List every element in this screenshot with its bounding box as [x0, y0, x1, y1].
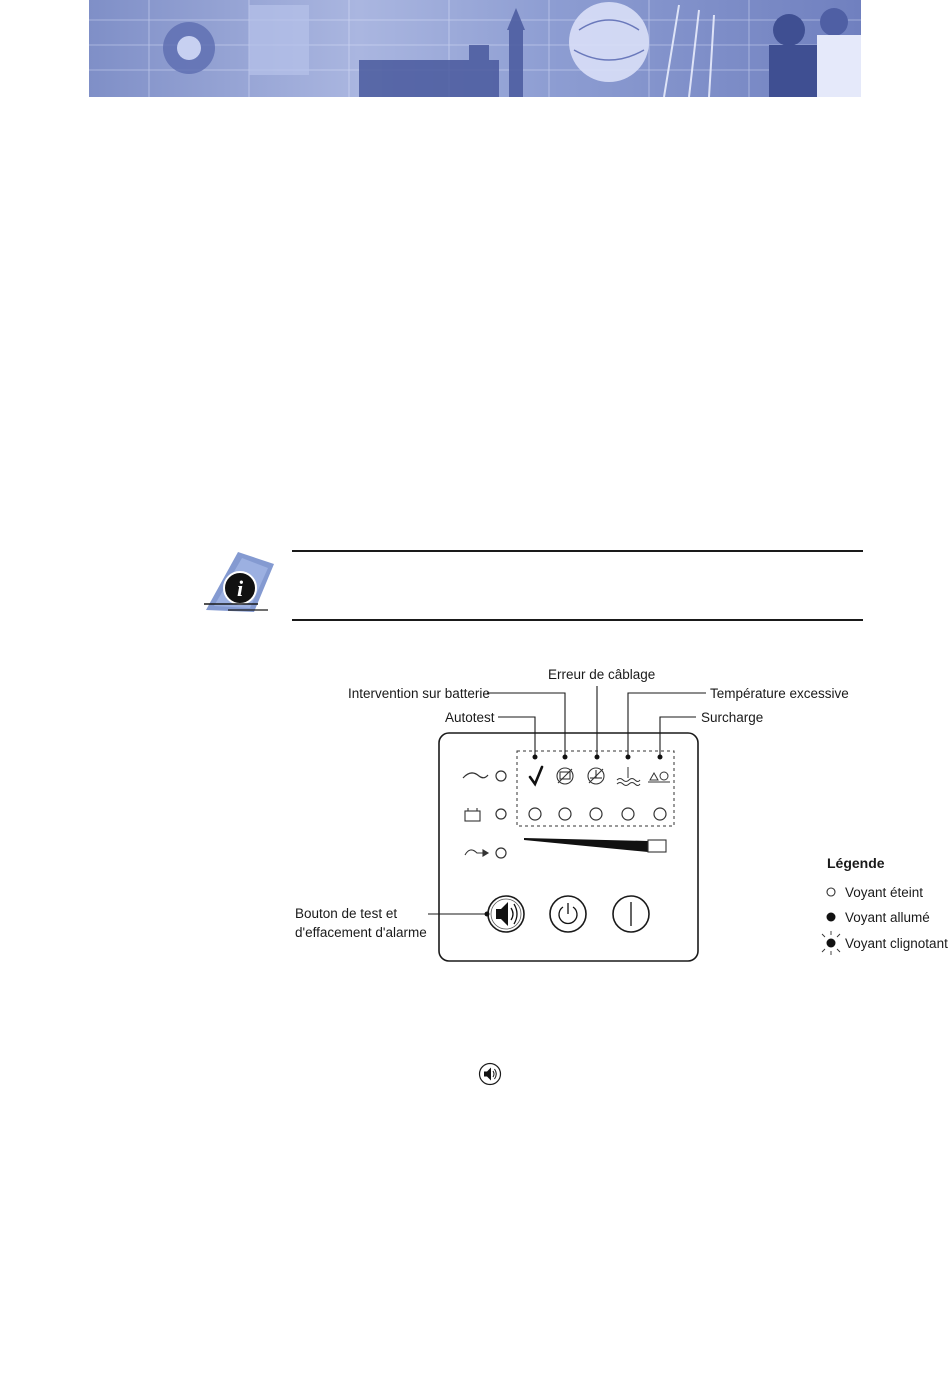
front-panel-diagram	[280, 650, 950, 970]
legend-on-icon	[827, 913, 836, 922]
wiring-error-icon	[588, 768, 604, 784]
utility-indicator	[496, 771, 506, 781]
autotest-check-icon	[530, 767, 542, 784]
callout-wiring-error: Erreur de câblage	[548, 667, 656, 682]
power-on-button[interactable]	[613, 896, 649, 932]
callout-line-battery-service	[487, 693, 565, 757]
legend-off-icon	[827, 888, 835, 896]
autotest-indicator	[529, 808, 541, 820]
utility-wave-icon	[463, 773, 488, 778]
load-bar-graph	[524, 838, 648, 852]
overload-indicator	[654, 808, 666, 820]
battery-icon	[465, 808, 480, 821]
callout-test-button-line-2: d'effacement d'alarme	[295, 925, 427, 940]
battery-service-icon	[557, 768, 573, 784]
load-bar-end	[648, 840, 666, 852]
callout-line-over-temperature	[628, 693, 706, 757]
battery-service-indicator	[559, 808, 571, 820]
speaker-icon	[478, 1062, 502, 1086]
legend-title: Légende	[827, 855, 885, 871]
info-icon	[198, 550, 278, 612]
bypass-indicator	[496, 848, 506, 858]
legend-off-label: Voyant éteint	[845, 885, 924, 900]
callout-over-temperature: Température excessive	[710, 686, 849, 701]
test-alarm-button[interactable]	[488, 896, 524, 932]
callout-line-overload	[660, 717, 696, 757]
legend-on-label: Voyant allumé	[845, 910, 930, 925]
overload-icon	[648, 772, 670, 782]
callout-autotest: Autotest	[445, 710, 495, 725]
callout-overload: Surcharge	[701, 710, 764, 725]
banner-collage-image	[89, 0, 861, 97]
svg-text:i: i	[236, 576, 244, 601]
power-off-button[interactable]	[550, 896, 586, 932]
battery-indicator	[496, 809, 506, 819]
note-rule-top	[292, 550, 863, 552]
over-temperature-icon	[617, 767, 640, 786]
bypass-icon	[465, 850, 488, 856]
callout-test-button-line-1: Bouton de test et	[295, 906, 398, 921]
callout-battery-service: Intervention sur batterie	[348, 686, 490, 701]
note-rule-bottom	[292, 619, 863, 621]
wiring-error-indicator	[590, 808, 602, 820]
over-temperature-indicator	[622, 808, 634, 820]
legend-flashing-label: Voyant clignotant	[845, 936, 948, 951]
legend-flashing-icon	[822, 931, 840, 955]
